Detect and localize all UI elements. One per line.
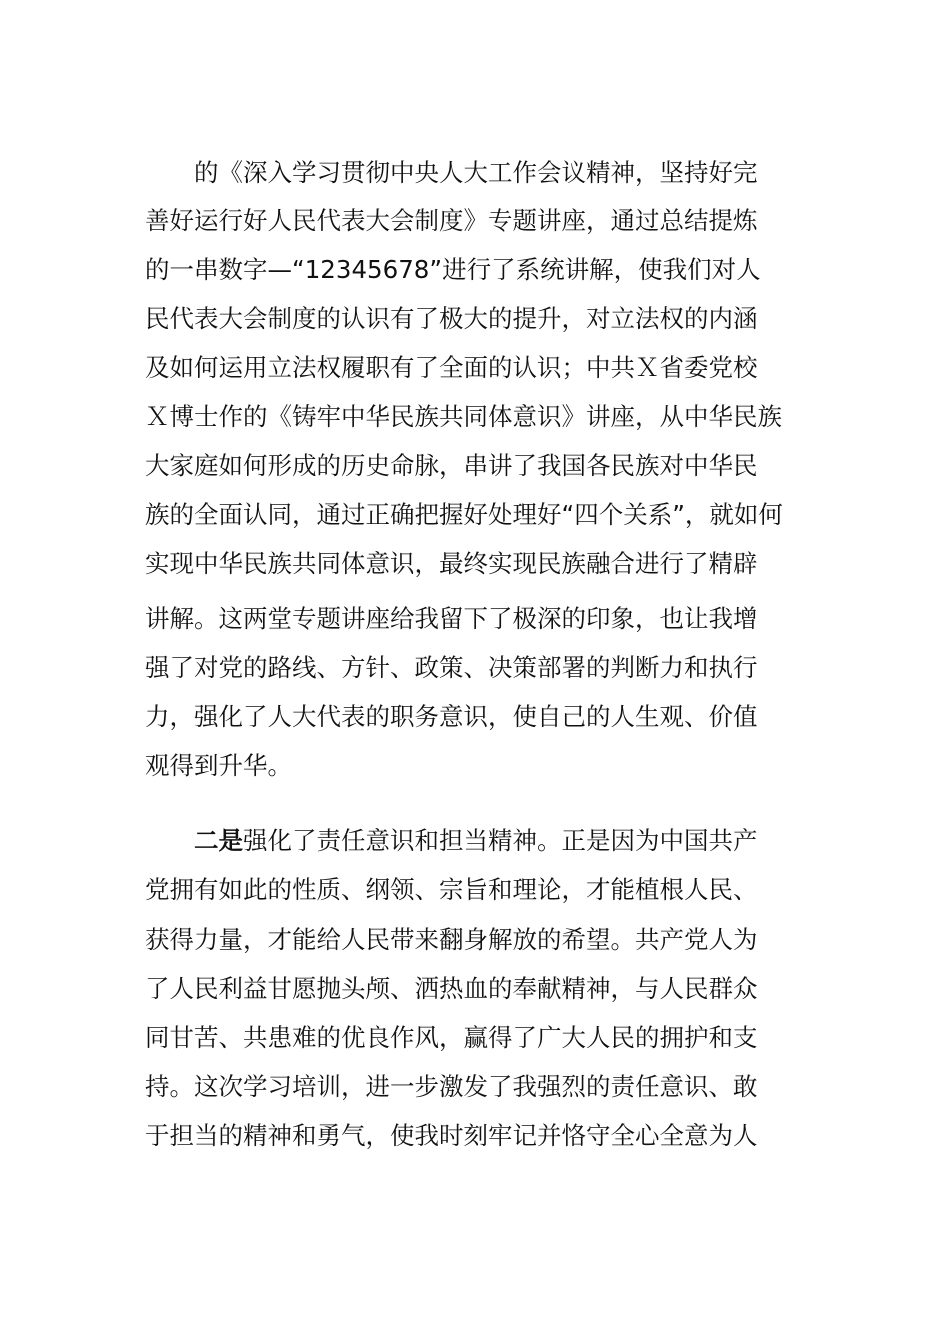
text-line: 持。这次学习培训，进一步激发了我强烈的责任意识、敢 (145, 1072, 758, 1101)
paragraph-lead: 二是 (194, 826, 243, 855)
text-line: 于担当的精神和勇气，使我时刻牢记并恪守全心全意为人 (145, 1121, 758, 1150)
text-line: 善好运行好人民代表大会制度》专题讲座，通过总结提炼 (145, 206, 758, 235)
text-line: 的一串数字—“12345678”进行了系统讲解，使我们对人 (145, 255, 761, 284)
text-line: 获得力量，才能给人民带来翻身解放的希望。共产党人为 (145, 925, 758, 954)
text-line: 及如何运用立法权履职有了全面的认识；中共Ｘ省委党校 (145, 353, 758, 382)
text-line: 的《深入学习贯彻中央人大工作会议精神，坚持好完 (194, 158, 758, 187)
text-line: 同甘苦、共患难的优良作风，赢得了广大人民的拥护和支 (145, 1023, 758, 1052)
text-line: Ｘ博士作的《铸牢中华民族共同体意识》讲座，从中华民族 (145, 402, 782, 431)
text-line: 大家庭如何形成的历史命脉，串讲了我国各民族对中华民 (145, 451, 758, 480)
text-line: 力，强化了人大代表的职务意识，使自己的人生观、价值 (145, 702, 758, 731)
text-line: 讲解。这两堂专题讲座给我留下了极深的印象，也让我增 (145, 604, 758, 633)
text-line: 民代表大会制度的认识有了极大的提升，对立法权的内涵 (145, 304, 758, 333)
text-line: 观得到升华。 (145, 751, 292, 780)
text-line: 强了对党的路线、方针、政策、决策部署的判断力和执行 (145, 653, 758, 682)
paragraph-lead-rest: 强化了责任意识和担当精神。正是因为中国共产 (243, 826, 758, 855)
text-line: 了人民利益甘愿抛头颅、洒热血的奉献精神，与人民群众 (145, 974, 758, 1003)
text-line (194, 821, 758, 861)
text-line: 党拥有如此的性质、纲领、宗旨和理论，才能植根人民、 (145, 875, 758, 904)
text-line: 实现中华民族共同体意识，最终实现民族融合进行了精辟 (145, 549, 758, 578)
text-line: 族的全面认同，通过正确把握好处理好“四个关系”，就如何 (145, 500, 783, 529)
